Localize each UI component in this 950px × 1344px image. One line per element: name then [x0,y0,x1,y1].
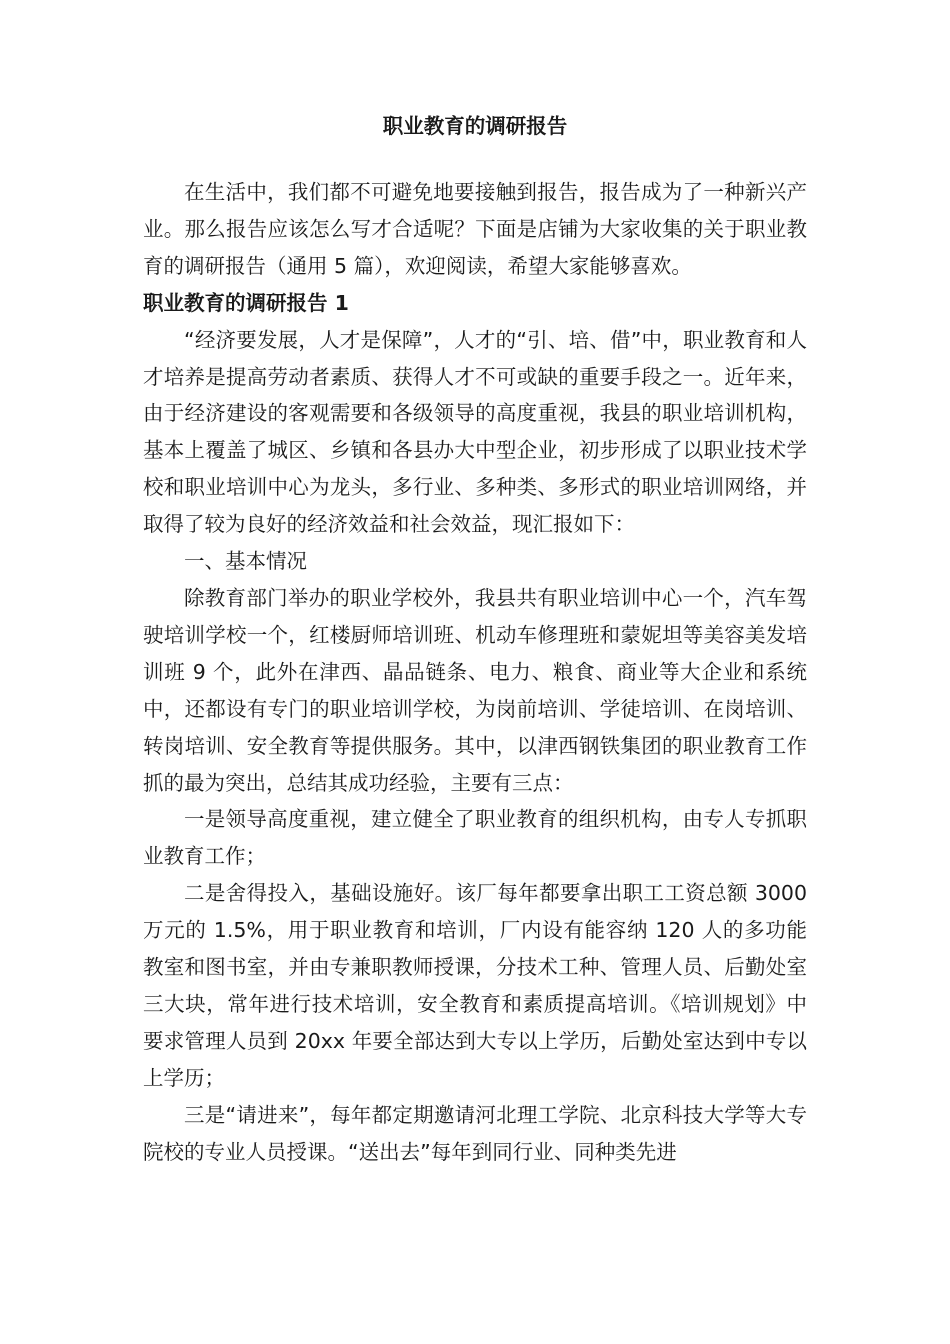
paragraph-2: 除教育部门举办的职业学校外，我县共有职业培训中心一个，汽车驾驶培训学校一个，红楼厨师培训班、机动车修理班和蒙妮坦等美容美发培训班 9 个，此外在津西、晶品链条、电力、粮食、商业等大企业和系统中，还都设有专门的职业培训学校，为岗前培训、学徒培训、在岗培训、转岗培训、安全教育等提供服务。其中，以津西钢铁集团的职业教育工作抓的最为突出，总结其成功经验，主要有三点： [143,585,807,795]
paragraph-4: 二是舍得投入，基础设施好。该厂每年都要拿出职工工资总额 3000 万元的 1.5%，用于职业教育和培训，厂内设有能容纳 120 人的多功能教室和图书室，并由专兼职教师授课，分技术工种、管理人员、后勤处室三大块，常年进行技术培训，安全教育和素质提高培训。《培训规划》中要求管理人员到 20xx 年要全部达到大专以上学历，后勤处室达到中专以上学历； [143,881,807,1090]
paragraph-5: 三是“请进来”，每年都定期邀请河北理工学院、北京科技大学等大专院校的专业人员授课。“送出去”每年到同行业、同种类先进 [143,1102,807,1164]
paragraph-3: 一是领导高度重视，建立健全了职业教育的组织机构，由专人专抓职业教育工作； [143,807,807,869]
document-title: 职业教育的调研报告 [382,114,568,138]
section-heading: 职业教育的调研报告 1 [143,290,349,315]
subheading-basic-situation: 一、基本情况 [184,549,307,574]
intro-paragraph: 在生活中，我们都不可避免地要接触到报告，报告成为了一种新兴产业。那么报告应该怎么写才合适呢？下面是店铺为大家收集的关于职业教育的调研报告（通用 5 篇），欢迎阅读，希望大家能够喜欢。 [143,180,807,278]
document-page [143,108,807,1170]
paragraph-1: “经济要发展，人才是保障”，人才的“引、培、借”中，职业教育和人才培养是提高劳动者素质、获得人才不可或缺的重要手段之一。近年来，由于经济建设的客观需要和各级领导的高度重视，我县的职业培训机构，基本上覆盖了城区、乡镇和各县办大中型企业，初步形成了以职业技术学校和职业培训中心为龙头，多行业、多种类、多形式的职业培训网络，并取得了较为良好的经济效益和社会效益，现汇报如下： [143,327,807,537]
